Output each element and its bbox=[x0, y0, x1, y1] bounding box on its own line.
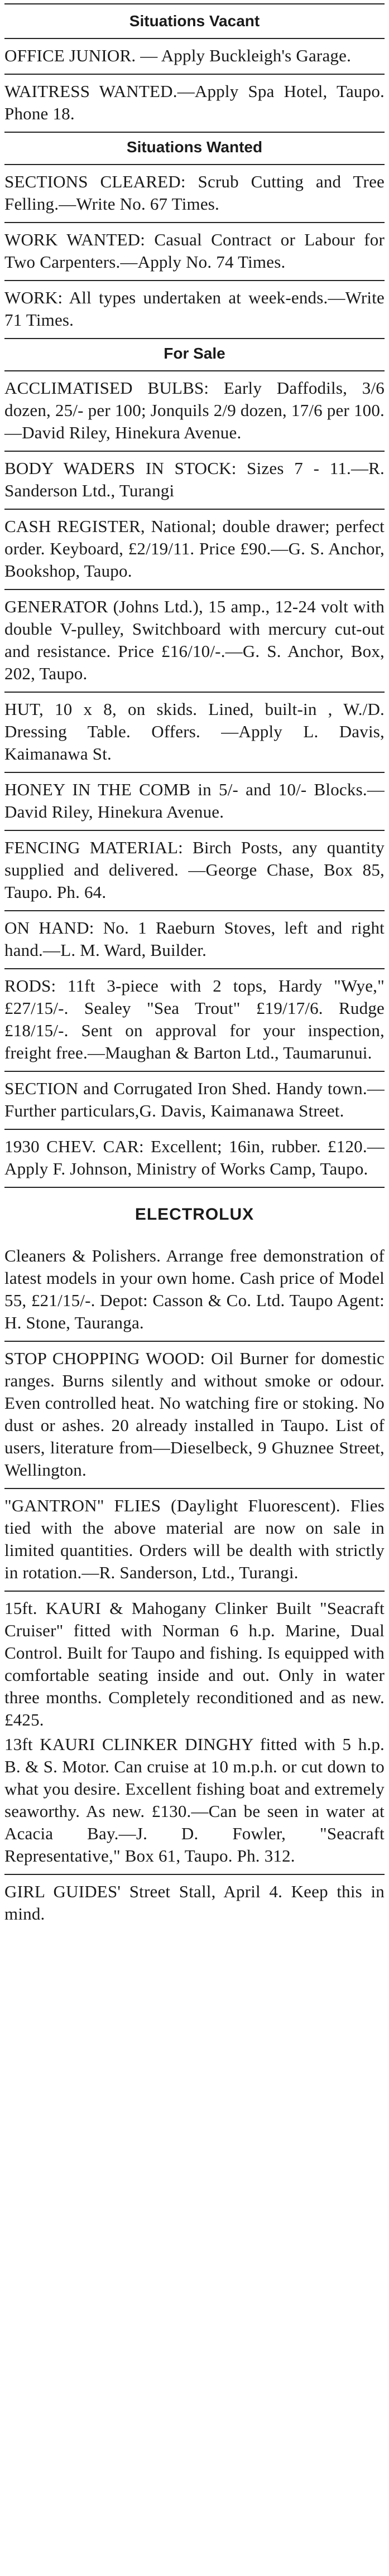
classified-ad bbox=[4, 452, 385, 510]
ad-text: 1930 CHEV. CAR: Excellent; 16in, rubber. £120.—Apply F. Johnson, Ministry of Works Camp, Taupo. bbox=[4, 1137, 385, 1178]
classified-ad bbox=[4, 39, 385, 75]
ad-text: STOP CHOPPING WOOD: Oil Burner for domestic ranges. Burns silently and without smoke or odour. Even controlled heat. No watching fire or stoking. No dust or ashes. 20 already installed in Taupo. List of users, literature from—Dieselbeck, 9 Ghuznee Street, Wellington. bbox=[4, 1349, 385, 1480]
section-situations-wanted bbox=[4, 133, 385, 339]
section-electrolux bbox=[4, 1188, 385, 1932]
classified-ad bbox=[4, 165, 385, 223]
ad-text: Cleaners & Polishers. Arrange free demonstration of latest models in your own home. Cash price of Model 55, £21/15/-. Depot: Casson & Co. Ltd. Taupo Agent: H. Stone, Tauranga. bbox=[4, 1246, 385, 1332]
ad-text: SECTION and Corrugated Iron Shed. Handy town.—Further particulars,G. Davis, Kaimanawa Street. bbox=[4, 1079, 385, 1120]
ad-text: WAITRESS WANTED.—Apply Spa Hotel, Taupo. Phone 18. bbox=[4, 81, 385, 123]
classified-ad bbox=[4, 590, 385, 693]
classified-ad bbox=[4, 693, 385, 773]
ad-text: WORK WANTED: Casual Contract or Labour for Two Carpenters.—Apply No. 74 Times. bbox=[4, 230, 385, 272]
ad-text: OFFICE JUNIOR. — Apply Buckleigh's Garage. bbox=[4, 46, 352, 65]
classified-ad bbox=[4, 223, 385, 281]
ad-text: WORK: All types undertaken at week-ends.—Write 71 Times. bbox=[4, 288, 385, 330]
ad-text: GENERATOR (Johns Ltd.), 15 amp., 12-24 volt with double V-pulley, Switchboard with mercury cut-out and resistance. Price £16/10/-.—G. S. Anchor, Box, 202, Taupo. bbox=[4, 597, 385, 683]
classified-ad bbox=[4, 281, 385, 339]
classified-ad bbox=[4, 1072, 385, 1130]
ad-text: ACCLIMATISED BULBS: Early Daffodils, 3/6 dozen, 25/- per 100; Jonquils 2/9 dozen, 17/6 per 100.—David Riley, Hinekura Avenue. bbox=[4, 378, 385, 442]
classified-ad bbox=[4, 773, 385, 831]
ad-text: HONEY IN THE COMB in 5/- and 10/- Blocks.—David Riley, Hinekura Avenue. bbox=[4, 780, 385, 821]
top-rule bbox=[4, 3, 385, 4]
ad-text: 15ft. KAURI & Mahogany Clinker Built "Seacraft Cruiser" fitted with Norman 6 h.p. Marine, Dual Control. Built for Taupo and fishing. Is equipped with comfortable seating inside and out. Only in water three months. Completely reconditioned and as new. £425. bbox=[4, 1598, 385, 1729]
classified-ad bbox=[4, 1342, 385, 1489]
section-heading: ELECTROLUX bbox=[135, 1205, 254, 1224]
ad-text: FENCING MATERIAL: Birch Posts, any quantity supplied and delivered. —George Chase, Box 85, Taupo. Ph. 64. bbox=[4, 838, 385, 902]
classified-ad bbox=[4, 1592, 385, 1875]
section-heading: Situations Vacant bbox=[4, 7, 385, 39]
classified-ad bbox=[4, 911, 385, 969]
classified-ad bbox=[4, 1875, 385, 1932]
classified-ad bbox=[4, 969, 385, 1072]
classified-ad bbox=[4, 371, 385, 452]
classified-ad bbox=[4, 831, 385, 911]
ad-text: GIRL GUIDES' Street Stall, April 4. Keep this in mind. bbox=[4, 1882, 385, 1923]
ad-text: HUT, 10 x 8, on skids. Lined, built-in , W./D. Dressing Table. Offers. —Apply L. Davis, Kaimanawa St. bbox=[4, 699, 385, 763]
classified-ad bbox=[4, 1130, 385, 1188]
classified-ad bbox=[4, 1489, 385, 1592]
ad-text: RODS: 11ft 3-piece with 2 tops, Hardy "Wye," £27/15/-. Sealey "Sea Trout" £19/17/6. Rudge £18/15/-. Sent on approval for your inspection, freight free.—Maughan & Barton Ltd., Taumarunui. bbox=[4, 976, 385, 1062]
ad-text: 13ft KAURI CLINKER DINGHY fitted with 5 h.p. B. & S. Motor. Can cruise at 10 m.p.h. or cut down to what you desire. Excellent fishing boat and extremely seaworthy. As new. £130.—Can be seen in water at Acacia Bay.—J. D. Fowler, "Seacraft Representative," Box 61, Taupo. Ph. 312. bbox=[4, 1734, 385, 1865]
ad-text: "GANTRON" FLIES (Daylight Fluorescent). Flies tied with the above material are now on sale in limited quantities. Orders will be dealth with strictly in rotation.—R. Sanderson, Ltd., Turangi. bbox=[4, 1496, 385, 1582]
ad-text: SECTIONS CLEARED: Scrub Cutting and Tree Felling.—Write No. 67 Times. bbox=[4, 172, 385, 214]
section-for-sale bbox=[4, 339, 385, 1188]
section-heading: For Sale bbox=[4, 339, 385, 371]
section-heading: Situations Wanted bbox=[4, 133, 385, 165]
classified-ad bbox=[4, 1239, 385, 1342]
section-situations-vacant bbox=[4, 7, 385, 133]
classified-ad bbox=[4, 75, 385, 133]
classified-ad bbox=[4, 510, 385, 590]
ad-text: ON HAND: No. 1 Raeburn Stoves, left and right hand.—L. M. Ward, Builder. bbox=[4, 918, 385, 960]
ad-text: CASH REGISTER, National; double drawer; perfect order. Keyboard, £2/19/11. Price £90.—G. S. Anchor, Bookshop, Taupo. bbox=[4, 516, 385, 581]
ad-text: BODY WADERS IN STOCK: Sizes 7 - 11.—R. Sanderson Ltd., Turangi bbox=[4, 458, 385, 500]
